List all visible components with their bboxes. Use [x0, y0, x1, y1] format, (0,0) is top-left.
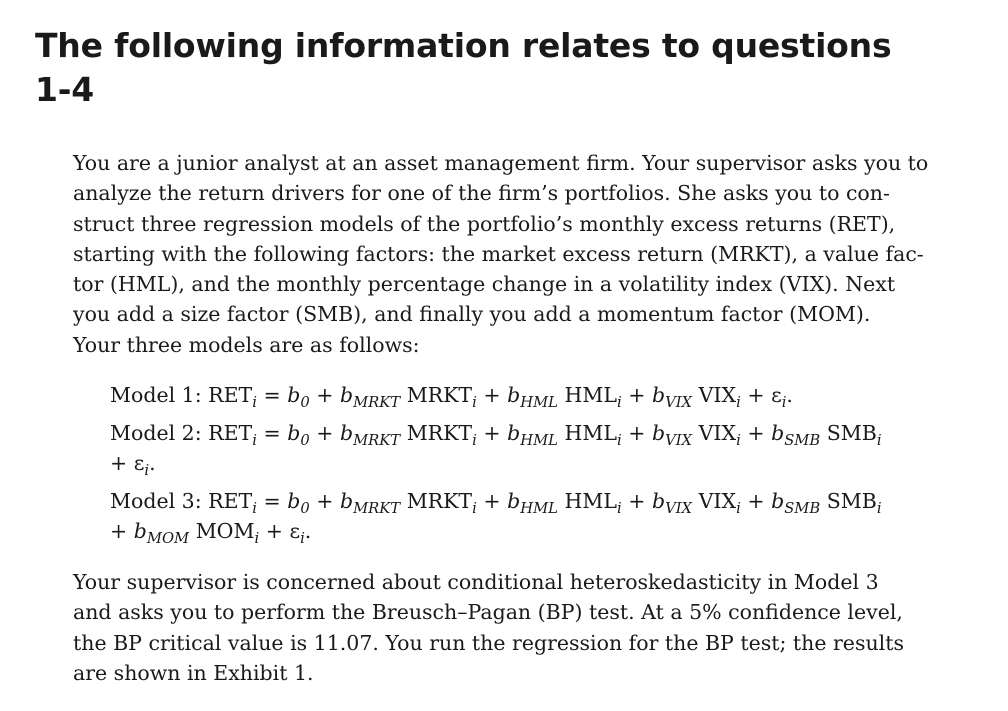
intro-line: struct three regression models of the portfolio’s monthly excess returns (RET),	[73, 211, 896, 236]
regression-models	[110, 380, 970, 554]
intro-line: analyze the return drivers for one of the firm’s portfolios. She asks you to con-	[73, 181, 890, 206]
intro-line: tor (HML), and the monthly percentage change in a volatility index (VIX). Next	[73, 272, 896, 297]
model-formula-line-1: $RET_i = b_0 + b_{MRKT}$ $MRKT_i + b_{HML}$ $HML_i + b_{VIX}$ $VIX_i + b_{SMB}$ $SMB_i$	[208, 489, 882, 518]
model-formula-line-2: + $\varepsilon_i$.	[110, 451, 156, 480]
model-formula-line-2: + $b_{MOM}$ $MOM_i + \varepsilon_i$.	[110, 519, 312, 548]
outro-line: are shown in Exhibit 1.	[73, 660, 314, 685]
model-1-equation	[110, 380, 970, 410]
model-label: Model 2:	[110, 421, 202, 445]
section-heading	[35, 24, 935, 112]
heading-line-1: The following information relates to questions	[35, 26, 892, 65]
heading-line-2: 1-4	[35, 70, 95, 109]
model-2-equation	[110, 418, 970, 478]
model-3-equation	[110, 486, 970, 546]
outro-paragraph	[73, 567, 943, 688]
intro-paragraph	[73, 148, 943, 360]
outro-line: Your supervisor is concerned about conditional heteroskedasticity in Model 3	[73, 570, 879, 594]
outro-line: the BP critical value is 11.07. You run the regression for the BP test; the results	[73, 630, 904, 655]
model-formula-line-1: $RET_i = b_0 + b_{MRKT}$ $MRKT_i + b_{HML}$ $HML_i + b_{VIX}$ $VIX_i + b_{SMB}$ $SMB_i$	[208, 421, 882, 450]
model-formula-line-1: $RET_i = b_0 + b_{MRKT}$ $MRKT_i + b_{HML}$ $HML_i + b_{VIX}$ $VIX_i + \varepsilon_i$.	[208, 383, 793, 412]
intro-line: starting with the following factors: the market excess return (MRKT), a value fac-	[73, 241, 924, 266]
intro-line: Your three models are as follows:	[73, 332, 420, 357]
outro-line: and asks you to perform the Breusch–Pagan (BP) test. At a 5% confidence level,	[73, 600, 903, 625]
model-label: Model 1:	[110, 383, 202, 407]
intro-line: You are a junior analyst at an asset management firm. Your supervisor asks you to	[73, 151, 929, 175]
intro-line: you add a size factor (SMB), and finally you add a momentum factor (MOM).	[73, 302, 871, 327]
model-label: Model 3:	[110, 489, 202, 513]
